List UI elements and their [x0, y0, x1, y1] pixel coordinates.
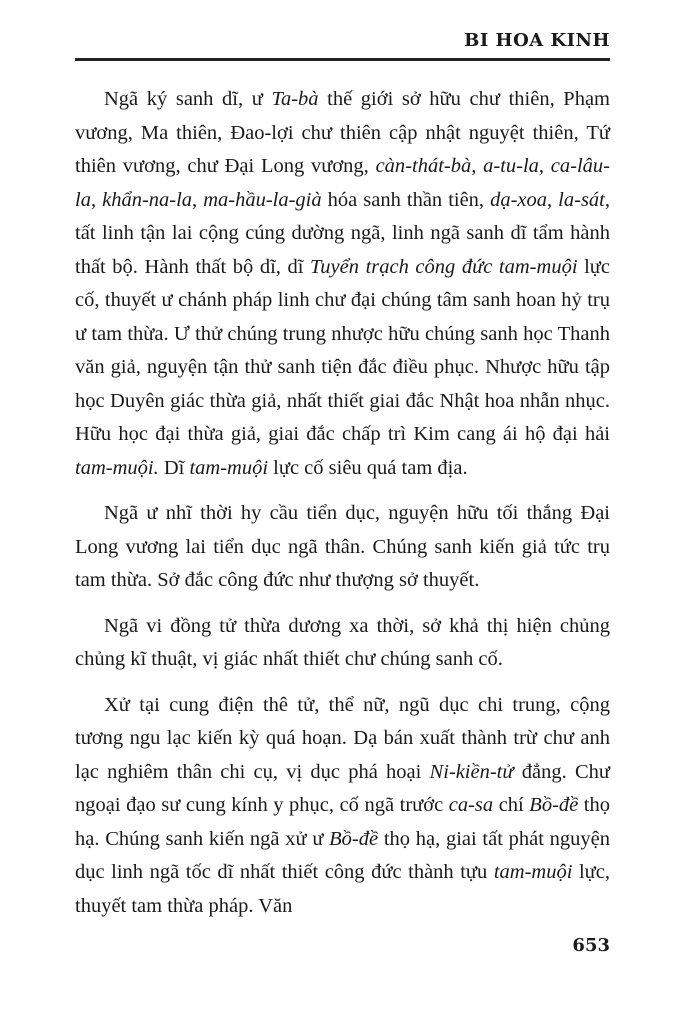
italic-term: Bồ-đề	[329, 827, 379, 850]
page-number: 653	[572, 935, 610, 956]
paragraph-2: Ngã ư nhĩ thời hy cầu tiển dục, nguyện hữu tối thắng Đại Long vương lai tiển dục ngã thân. Chúng sanh kiến giả tức trụ tam thừa. Sở đắc công đức như thượng sở thuyết.	[75, 502, 610, 591]
paragraph-4: Xử tại cung điện thê tử, thể nữ, ngũ dục chi trung, cộng tương ngu lạc kiến kỳ quá hoạn. Dạ bán xuất thành trừ chư anh lạc nghiêm thân chi cụ, vị dục phá hoại Ni-kiền-tử đẳng. Chư ngoại đạo sư cung kính y phục, cố ngã trước ca-sa chí Bồ-đề thọ hạ. Chúng sanh kiến ngã xử ư Bồ-đề thọ hạ, giai tất phát nguyện dục linh ngã tốc dĩ nhất thiết công đức thành tựu tam-muội lực, thuyết tam thừa pháp. Văn	[75, 693, 611, 917]
italic-term: tam-muội	[493, 861, 573, 883]
italic-term: tam-muội	[189, 456, 269, 479]
header-rule	[75, 58, 610, 61]
italic-term: Ta-bà	[271, 88, 319, 110]
italic-term: càn-thát-bà, a-tu-la, ca-lâu-la, khẩn-na-la, ma-hầu-la-già	[75, 155, 610, 211]
italic-term: dạ-xoa, la-sát	[490, 188, 605, 211]
italic-term: tam-muội.	[75, 456, 159, 479]
paragraph-3: Ngã vi đồng tử thừa dương xa thời, sở khả thị hiện chủng chủng kĩ thuật, vị giác nhất thiết chư chúng sanh cố.	[75, 614, 610, 670]
italic-term: Tuyển trạch công đức tam-muội	[310, 255, 578, 278]
running-title: BI HOA KINH	[464, 30, 610, 51]
body-text	[75, 83, 610, 935]
italic-term: Ni-kiền-tử	[429, 760, 514, 783]
paragraph-1: Ngã ký sanh dĩ, ư Ta-bà thế giới sở hữu chư thiên, Phạm vương, Ma thiên, Đao-lợi chư thiên cập nhật nguyệt thiên, Tứ thiên vương, chư Đại Long vương, càn-thát-bà, a-tu-la, ca-lâu-la, khẩn-na-la, ma-hầu-la-già hóa sanh thần tiên, dạ-xoa, la-sát, tất linh tận lai cộng cúng dường ngã, linh ngã sanh dĩ tẩm hành thất bộ. Hành thất bộ dĩ, dĩ Tuyển trạch công đức tam-muội lực cố, thuyết ư chánh pháp linh chư đại chúng tâm sanh hoan hỷ trụ ư tam thừa. Ư thử chúng trung nhược hữu chúng sanh học Thanh văn giả, nguyện tận thử sanh tiện đắc điều phục. Nhược hữu tập học Duyên giác thừa giả, nhất thiết giai đắc Nhật hoa nhẫn nhục. Hữu học đại thừa giả, giai đắc chấp trì Kim cang ái hộ đại hải tam-muội. Dĩ tam-muội lực cố siêu quá tam địa.	[75, 88, 610, 479]
italic-term: Bồ-đề	[529, 794, 579, 816]
italic-term: ca-sa	[448, 794, 494, 816]
